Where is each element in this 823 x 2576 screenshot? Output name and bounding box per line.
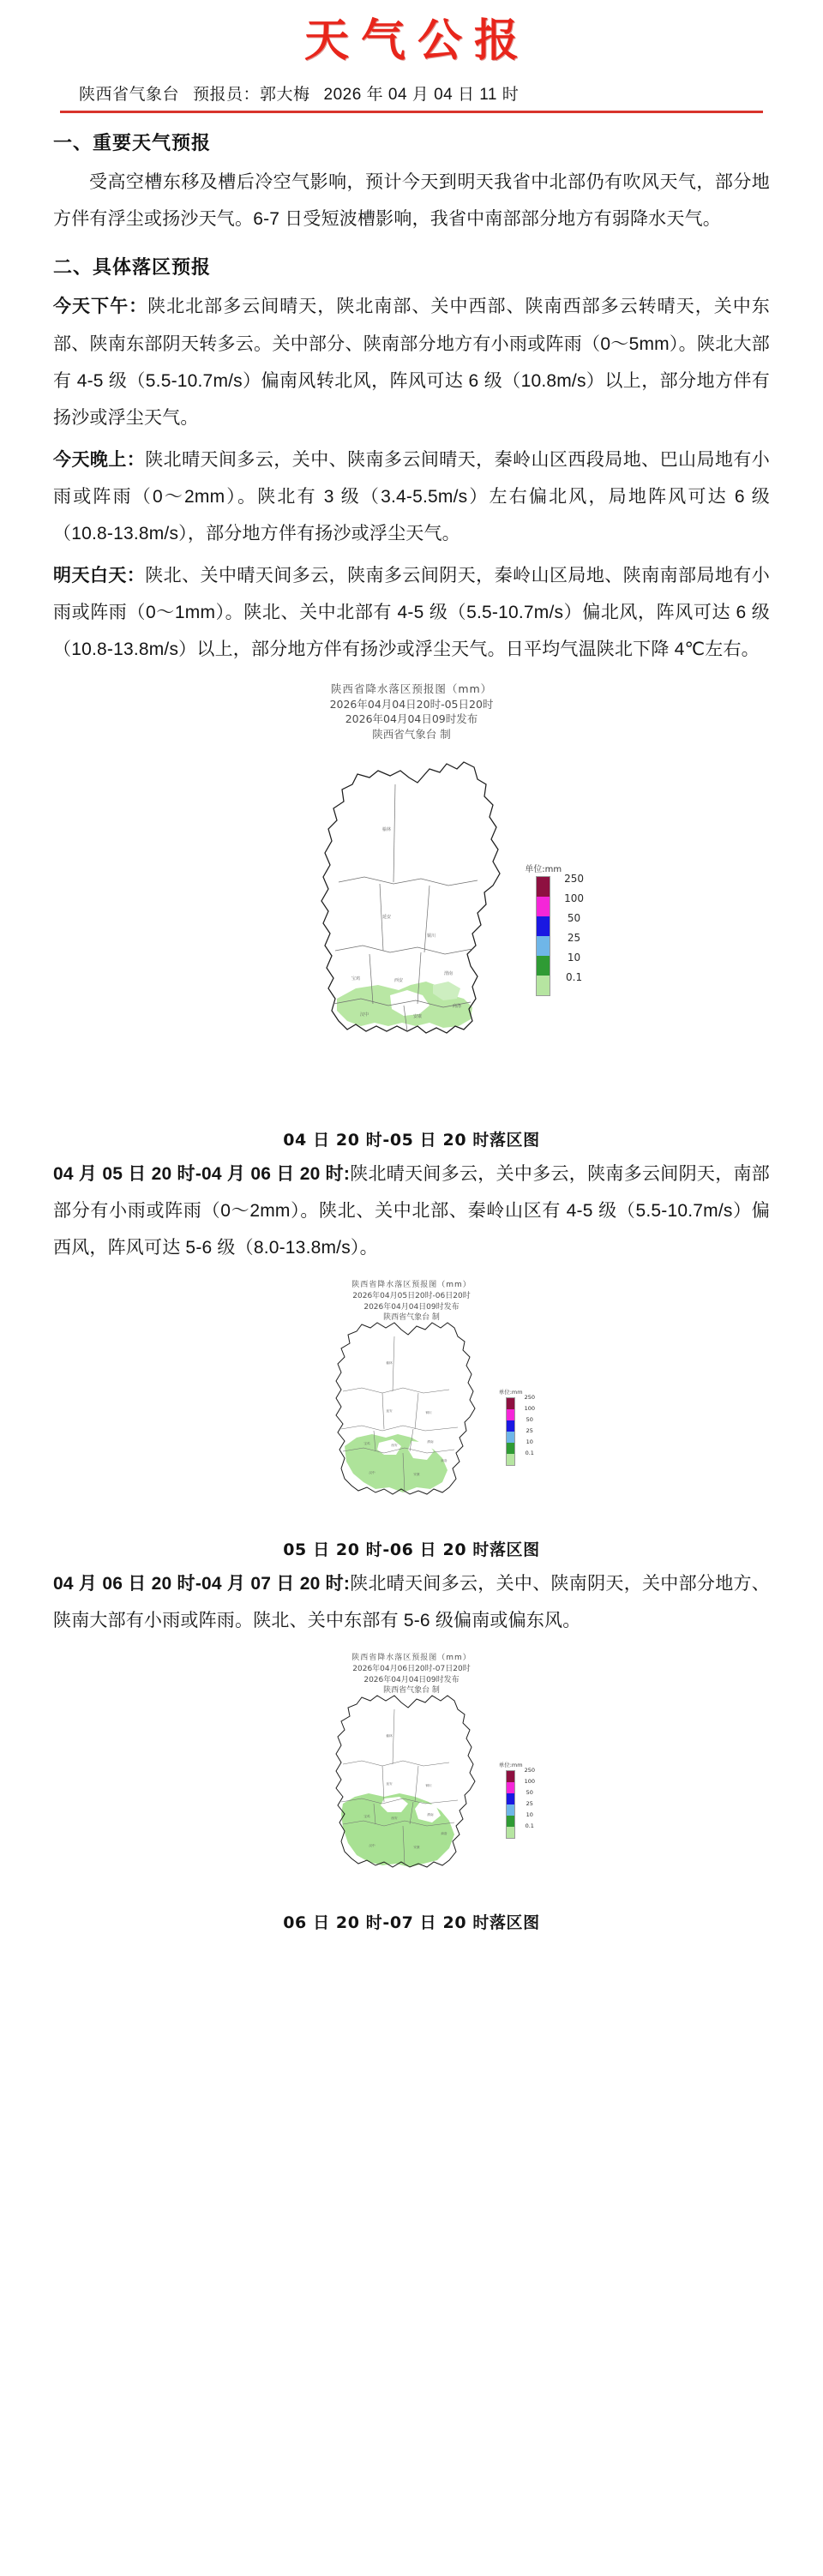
city3-label-ankang: 安康 [413, 1846, 420, 1850]
extended-text-0506: 陕北晴天间多云，关中多云，陕南多云间阴天，南部部分有小雨或阵雨（0～2mm）。陕北、关中北部、秦岭山区有 4-5 级（5.5-10.7m/s）偏西风，阵风可达 5-6 级（8.0-13.8m/s）。 [53, 1163, 770, 1258]
forecast-text-tonight: 陕北晴天间多云，关中、陕南多云间晴天，秦岭山区西段局地、巴山局地有小雨或阵雨（0～2mm）。陕北有 3 级（3.4-5.5m/s）左右偏北风，局地阵风可达 6 级（10.8-13.8m/s），部分地方伴有扬沙或浮尘天气。 [53, 449, 771, 543]
city3-label-weinan: 渭南 [427, 1813, 434, 1817]
extended-lead-0607: 04 月 06 日 20 时-04 月 07 日 20 时: [53, 1574, 351, 1594]
map-header2-line1: 陕西省降水落区预报图（mm） [351, 1281, 472, 1290]
legend3-tick-250: 250 [524, 1767, 535, 1774]
legend-tick-01: 0.1 [566, 970, 583, 983]
byline-forecaster-label: 预报员： [193, 86, 261, 105]
legend2-swatch-100 [507, 1409, 514, 1420]
legend-ticks-1 [564, 862, 584, 992]
legend-unit-label-1: 单位:mm [525, 864, 562, 874]
legend2-swatch-25 [507, 1432, 514, 1443]
city-label-ankang: 安康 [412, 1013, 423, 1019]
city3-label-shangluo: 商洛 [441, 1832, 448, 1836]
b3-vert-mid2 [415, 1766, 418, 1802]
city2-label-weinan: 渭南 [427, 1440, 434, 1444]
map-header3-line2: 2026年04月06日20时-07日20时 [352, 1664, 471, 1673]
legend-column-3 [499, 1761, 523, 1839]
map-header3-line1: 陕西省降水落区预报图（mm） [351, 1654, 472, 1663]
b2-vert-north [393, 1336, 394, 1391]
boundary-yulin-yanan [339, 877, 478, 886]
city-label-xian: 西安 [393, 977, 404, 983]
legend2-tick-10: 10 [526, 1438, 533, 1446]
map-header2-line4: 陕西省气象台 制 [383, 1313, 440, 1323]
extended-lead-0506: 04 月 05 日 20 时-04 月 06 日 20 时: [53, 1163, 351, 1184]
legend-unit-label-3: 单位:mm [498, 1762, 523, 1769]
legend2-tick-01: 0.1 [525, 1450, 534, 1457]
extended-text-0607: 陕北晴天间多云，关中、陕南阴天，关中部分地方、陕南大部有小雨或阵雨。陕北、关中东部有 5-6 级偏南或偏东风。 [53, 1574, 770, 1631]
map-caption-2: 05 日 20 时-06 日 20 时落区图 [283, 1540, 540, 1560]
section-heading-detailed-forecast: 二、具体落区预报 [53, 256, 212, 279]
legend3-swatch-250 [507, 1771, 514, 1782]
b2-yulin-yanan [343, 1388, 449, 1393]
city3-label-baoji: 宝鸡 [363, 1815, 370, 1819]
city3-label-hanzhong: 汉中 [369, 1844, 375, 1848]
forecast-lead-tomorrow-daytime: 明天白天： [53, 565, 146, 585]
precipitation-map-canvas-2 [283, 1278, 540, 1535]
precipitation-map-canvas-3 [283, 1651, 540, 1908]
boundary-vertical-mid2 [424, 886, 430, 952]
legend3-tick-50: 50 [526, 1789, 533, 1797]
map-shading-layer-3 [341, 1793, 454, 1867]
legend3-swatch-10 [507, 1816, 514, 1827]
city2-label-shangluo: 商洛 [441, 1459, 448, 1463]
legend-unit-label-2: 单位:mm [498, 1389, 523, 1396]
legend-tick-25: 25 [567, 931, 581, 944]
city2-label-tongchuan: 铜川 [425, 1411, 432, 1415]
forecast-item-this-afternoon [53, 288, 770, 435]
legend-column-1 [525, 862, 562, 996]
legend-swatch-50 [537, 916, 550, 936]
city-label-shangluo: 商洛 [452, 1003, 462, 1009]
legend-swatch-10 [537, 956, 550, 976]
legend-ticks-2 [525, 1388, 535, 1462]
forecast-lead-tonight: 今天晚上： [53, 449, 146, 470]
city-label-baoji: 宝鸡 [351, 976, 361, 982]
map-header3-line3: 2026年04月04日09时发布 [363, 1675, 460, 1684]
city3-label-tongchuan: 铜川 [425, 1784, 432, 1788]
precipitation-map-canvas-1 [227, 680, 596, 1126]
forecast-item-tomorrow-daytime [53, 557, 770, 668]
legend3-tick-10: 10 [526, 1811, 533, 1819]
city2-label-baoji: 宝鸡 [363, 1442, 370, 1446]
legend2-swatch-01 [507, 1454, 514, 1465]
legend2-swatch-250 [507, 1398, 514, 1409]
map-header2-line2: 2026年04月05日20时-06日20时 [352, 1291, 471, 1300]
masthead [0, 0, 823, 73]
map-header-line1: 陕西省降水落区预报图（mm） [330, 682, 493, 695]
byline-agency: 陕西省气象台 [79, 86, 180, 105]
precipitation-map-figure-3 [53, 1651, 770, 1933]
city3-label-yanan: 延安 [386, 1782, 393, 1786]
legend-colorbar-3 [506, 1770, 515, 1839]
map-header-line3: 2026年04月04日09时发布 [345, 712, 478, 726]
city2-label-hanzhong: 汉中 [369, 1471, 375, 1475]
legend3-swatch-25 [507, 1804, 514, 1816]
legend2-tick-25: 25 [526, 1427, 533, 1435]
legend-tick-10: 10 [567, 951, 581, 964]
city2-label-yulin: 榆林 [386, 1361, 393, 1366]
byline-rule [60, 81, 763, 113]
city2-label-ankang: 安康 [413, 1473, 420, 1477]
city-label-hanzhong: 汉中 [359, 1012, 369, 1018]
boundary-yanan-guanzhong [335, 946, 472, 954]
forecast-item-tonight [53, 441, 770, 552]
legend-swatch-0.1 [537, 976, 550, 995]
city2-label-xian: 西安 [391, 1444, 398, 1448]
legend3-tick-01: 0.1 [525, 1822, 534, 1830]
b2-vert-mid [382, 1393, 384, 1429]
legend-swatch-25 [537, 936, 550, 956]
legend2-tick-50: 50 [526, 1416, 533, 1424]
paragraph-important-forecast: 受高空槽东移及槽后冷空气影响，预计今天到明天我省中北部仍有吹风天气，部分地方伴有浮尘或扬沙天气。6-7 日受短波槽影响，我省中南部部分地方有弱降水天气。 [53, 172, 770, 230]
b2-yanan-guanzhong [341, 1426, 458, 1431]
legend-swatch-250 [537, 877, 550, 897]
page-title: 天气公报 [303, 15, 531, 67]
legend2-swatch-10 [507, 1443, 514, 1454]
legend2-tick-250: 250 [524, 1394, 535, 1402]
forecast-text-this-afternoon: 陕北北部多云间晴天，陕北南部、关中西部、陕南西部多云转晴天，关中东部、陕南东部阴天转多云。关中部分、陕南部分地方有小雨或阵雨（0～5mm）。陕北大部有 4-5 级（5.5-10.7m/s）偏南风转北风，阵风可达 6 级（10.8m/s）以上，部分地方伴有扬沙或浮尘天气。 [53, 297, 770, 428]
byline [60, 81, 763, 105]
legend3-swatch-100 [507, 1782, 514, 1793]
precipitation-map-figure-1 [53, 680, 770, 1150]
bulletin-content [53, 129, 770, 1933]
map-header-line4: 陕西省气象台 制 [372, 728, 451, 742]
precipitation-map-figure-2 [53, 1278, 770, 1560]
forecast-text-tomorrow-daytime: 陕北、关中晴天间多云，陕南多云间阴天，秦岭山区局地、陕南南部局地有小雨或阵雨（0～1mm）。陕北、关中北部有 4-5 级（5.5-10.7m/s）偏北风，阵风可达 6 级（10.8-13.8m/s）以上，部分地方伴有扬沙或浮尘天气。日平均气温陕北下降 4℃左右。 [53, 565, 771, 659]
boundary-vertical-north [393, 784, 395, 882]
legend-colorbar-2 [506, 1397, 515, 1466]
legend-tick-50: 50 [567, 911, 581, 924]
forecast-lead-this-afternoon: 今天下午： [53, 297, 148, 317]
legend3-tick-25: 25 [526, 1800, 533, 1808]
map-legend-2 [499, 1388, 535, 1466]
section-heading-important-forecast: 一、重要天气预报 [53, 132, 212, 154]
legend-ticks-3 [525, 1761, 535, 1834]
legend-column-2 [499, 1388, 523, 1466]
legend3-swatch-01 [507, 1827, 514, 1838]
b3-yulin-yanan [343, 1761, 449, 1766]
city2-label-yanan: 延安 [386, 1409, 393, 1414]
city-label-weinan: 渭南 [443, 970, 454, 976]
city-label-yulin: 榆林 [381, 826, 392, 832]
legend2-swatch-50 [507, 1420, 514, 1432]
b3-vert-north [393, 1709, 394, 1764]
legend-colorbar-1 [536, 876, 550, 996]
byline-forecaster-name: 郭大梅 [260, 86, 310, 105]
map-legend-3 [499, 1761, 535, 1839]
legend3-swatch-50 [507, 1793, 514, 1804]
map-header2-line3: 2026年04月04日09时发布 [363, 1302, 460, 1312]
city3-label-yulin: 榆林 [386, 1734, 393, 1738]
legend-tick-250: 250 [564, 872, 584, 885]
map-header-line2: 2026年04月04日20时-05日20时 [329, 697, 494, 711]
b2-vert-mid2 [415, 1393, 418, 1429]
map-caption-1: 04 日 20 时-05 日 20 时落区图 [283, 1130, 540, 1150]
map-header3-line4: 陕西省气象台 制 [383, 1686, 440, 1696]
city-label-tongchuan: 铜川 [426, 933, 436, 939]
byline-issued-time: 2026 年 04 月 04 日 11 时 [323, 86, 520, 105]
legend2-tick-100: 100 [524, 1405, 535, 1413]
extended-forecast-0506 [53, 1156, 770, 1266]
legend3-tick-100: 100 [524, 1778, 535, 1786]
city3-label-xian: 西安 [391, 1816, 398, 1821]
legend-swatch-100 [537, 897, 550, 916]
map-caption-3: 06 日 20 时-07 日 20 时落区图 [283, 1913, 540, 1933]
city-label-yanan: 延安 [381, 914, 392, 920]
extended-forecast-0607 [53, 1565, 770, 1639]
map-legend-1 [525, 862, 584, 996]
legend-tick-100: 100 [564, 892, 584, 904]
